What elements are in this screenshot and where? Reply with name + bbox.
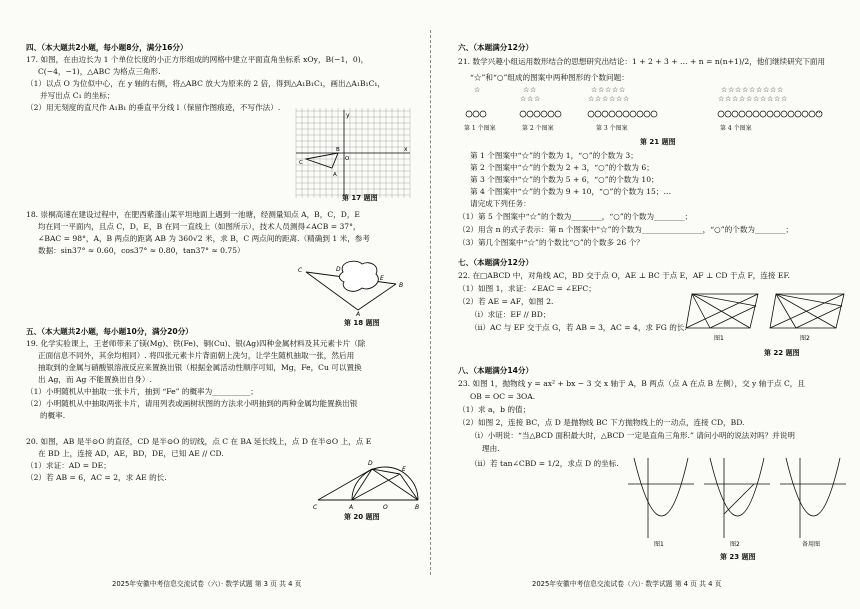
q19-line-1: 19. 化学实验课上，王老师带来了镁(Mg)、铁(Fe)、铜(Cu)、银(Ag)四种金属材料及其元素卡片（除 bbox=[26, 339, 366, 348]
figure-17-grid bbox=[296, 108, 412, 198]
circle-icon bbox=[781, 111, 787, 117]
circle-icon bbox=[795, 111, 801, 117]
fig21-cap-4: 第 4 个图案 bbox=[720, 125, 752, 132]
star-icon: ☆ bbox=[616, 95, 623, 103]
circle-icon bbox=[718, 111, 724, 117]
q22-line-1: 22. 在□ABCD 中，对角线 AC，BD 交于点 O，AE ⊥ BC 于点 E，AF ⊥ CD 于点 F，连接 EF. bbox=[458, 271, 790, 280]
section-8-heading: 八、（本题满分14分） bbox=[458, 366, 534, 375]
star-icon: ☆ bbox=[520, 95, 527, 103]
circle-icon bbox=[809, 111, 815, 117]
fig23-cap-3: 备用图 bbox=[802, 541, 821, 548]
circle-icon bbox=[520, 111, 526, 117]
star-icon: ☆ bbox=[595, 95, 602, 103]
star-icon: ☆ bbox=[725, 95, 732, 103]
star-icon: ☆ bbox=[742, 86, 749, 94]
q18-line-3: ∠BAC = 98°，A，B 两点的距离 AB 为 360√2 米，求 B，C 两点间的距离.（精确到 1 米，参考 bbox=[38, 234, 370, 243]
star-icon: ☆ bbox=[718, 95, 725, 103]
circle-icon bbox=[630, 111, 636, 117]
fig20-c-label: C bbox=[313, 504, 318, 511]
q23-line-7: （ii）若 tan∠CBD = 1/2，求点 D 的坐标. bbox=[470, 459, 619, 468]
q20-line-2: 在 BD 上，连接 AD，AE，BD，DE，已知 AE // CD. bbox=[38, 449, 224, 458]
circle-icon bbox=[623, 111, 629, 117]
q21-line-9: （2）用含 n 的式子表示：第 n 个图案中“☆”的个数为________________，“○”的个数为________； bbox=[458, 225, 793, 234]
circle-icon bbox=[760, 111, 766, 117]
circle-icon bbox=[466, 111, 472, 117]
circle-icon bbox=[548, 111, 554, 117]
star-icon: ☆ bbox=[728, 86, 735, 94]
q19-line-4: 出 Ag，而 Ag 不能置换出自身）. bbox=[38, 375, 152, 384]
q20-line-3: （1）求证：AD = DE； bbox=[26, 461, 111, 470]
fig18-e-label: E bbox=[380, 275, 384, 282]
star-icon: ☆ bbox=[732, 95, 739, 103]
q23-line-2: OB = OC = 3OA. bbox=[470, 392, 536, 401]
q23-line-6: 理由. bbox=[482, 444, 500, 453]
circle-icon bbox=[473, 111, 479, 117]
section-7-heading: 七、（本题满分12分） bbox=[458, 258, 534, 267]
star-icon: ☆ bbox=[623, 95, 630, 103]
star-icon: ☆ bbox=[602, 95, 609, 103]
figure-18-caption: 第 18 题图 bbox=[344, 319, 380, 327]
star-icon: ☆ bbox=[781, 95, 788, 103]
q21-line-6: 第 4 个图案中“☆”的个数为 9 + 10，“○”的个数为 15；… bbox=[470, 187, 672, 196]
star-icon: ☆ bbox=[735, 86, 742, 94]
star-icon: ☆ bbox=[474, 86, 481, 94]
q19-line-2: 正面信息不同外，其余均相同）. 将四张元素卡片背面朝上洗匀，让学生随机抽取一张，然后用 bbox=[38, 351, 355, 360]
q21-line-1: 21. 数学兴趣小组运用数形结合的思想研究出结论：1 + 2 + 3 + … + n = n(n+1)/2，他们继续研究下面用 bbox=[458, 57, 826, 66]
q19-line-7: 的概率. bbox=[40, 411, 66, 420]
star-icon: ☆ bbox=[777, 86, 784, 94]
circle-icon bbox=[616, 111, 622, 117]
circle-icon bbox=[767, 111, 773, 117]
circle-icon bbox=[725, 111, 731, 117]
q21-line-5: 第 3 个图案中“☆”的个数为 5 + 6，“○”的个数为 10； bbox=[470, 175, 659, 184]
circle-icon bbox=[746, 111, 752, 117]
star-icon: ☆ bbox=[530, 86, 537, 94]
fig17-b-label: B bbox=[336, 147, 340, 153]
q17-line-3: （1）以点 O 为位似中心，在 y 轴的右侧，将△ABC 放大为原来的 2 倍，得到△A₁B₁C₁，画出△A₁B₁C₁， bbox=[26, 79, 386, 88]
q21-line-8: （1）第 5 个图案中“☆”的个数为________，“○”的个数为________； bbox=[458, 212, 693, 221]
fig20-b-label: B bbox=[415, 504, 420, 511]
star-icon: ☆ bbox=[756, 86, 763, 94]
star-icon: ☆ bbox=[527, 95, 534, 103]
circle-icon bbox=[527, 111, 533, 117]
fig17-a-label: A bbox=[333, 172, 337, 178]
circle-icon bbox=[732, 111, 738, 117]
fig18-c-label: C bbox=[298, 267, 303, 274]
page-3-footer: 2025年安徽中考信息交流试卷（六）· 数学试题 第 3 页 共 4 页 bbox=[112, 580, 302, 588]
fig21-cap-1: 第 1 个图案 bbox=[464, 125, 496, 132]
figure-23-parabolas bbox=[626, 454, 856, 548]
fig22-cap-2: 图2 bbox=[800, 335, 810, 342]
fig18-b-label: B bbox=[399, 282, 404, 289]
q23-line-4: （2）如图 2，连接 BC，点 D 是抛物线 BC 下方抛物线上的一动点，连接 CD，BD. bbox=[458, 418, 745, 427]
circle-icon bbox=[753, 111, 759, 117]
circle-icon bbox=[541, 111, 547, 117]
fig17-y-label: y bbox=[346, 112, 350, 119]
circle-icon bbox=[588, 111, 594, 117]
fig20-e-label: E bbox=[402, 466, 406, 473]
star-icon: ☆ bbox=[767, 95, 774, 103]
star-icon: ☆ bbox=[591, 86, 598, 94]
fig23-cap-2: 图2 bbox=[730, 541, 740, 548]
figure-22-parallelograms bbox=[684, 288, 852, 348]
circle-icon bbox=[644, 111, 650, 117]
figure-21-patterns bbox=[456, 84, 826, 132]
circle-icon bbox=[774, 111, 780, 117]
figure-20-caption: 第 20 题图 bbox=[344, 513, 380, 521]
star-icon: ☆ bbox=[588, 95, 595, 103]
fig18-d-label: D bbox=[336, 266, 341, 273]
circle-icon bbox=[802, 111, 808, 117]
fig22-cap-1: 图1 bbox=[714, 335, 724, 342]
figure-23-caption: 第 23 题图 bbox=[720, 553, 756, 561]
fig18-a-label: A bbox=[356, 311, 361, 318]
q18-line-1: 18. 崇桐高速在建设过程中，在肥西紫蓬山某平坦地面上遇到一池塘，经测量知点 A，B，C，D，E bbox=[26, 210, 360, 219]
q20-line-4: （2）若 AB = 6，AC = 2，求 AE 的长. bbox=[26, 473, 167, 482]
q22-line-3: （2）若 AE = AF，如图 2. bbox=[458, 297, 554, 306]
star-icon: ☆ bbox=[523, 86, 530, 94]
section-4-heading: 四、（本大题共2小题，每小题8分，满分16分） bbox=[26, 43, 188, 52]
q18-line-4: 数据：sin37° ≈ 0.60，cos37° ≈ 0.80，tan37° ≈ 0.75） bbox=[38, 246, 245, 255]
q20-line-1: 20. 如图，AB 是半⊙O 的直径，CD 是半⊙O 的切线，点 C 在 BA 延长线上，点 D 在半⊙O 上，点 E bbox=[26, 437, 372, 446]
star-icon: ☆ bbox=[612, 86, 619, 94]
section-6-heading: 六、（本题满分12分） bbox=[458, 43, 534, 52]
q19-line-6: （2）小明随机从中抽取两张卡片，请用列表或画树状图的方法求小明抽到的两种金属均能置换出银 bbox=[26, 399, 358, 408]
star-icon: ☆ bbox=[609, 95, 616, 103]
q22-line-2: （1）如图 1，求证：∠EAC = ∠EFC； bbox=[458, 284, 596, 293]
star-icon: ☆ bbox=[746, 95, 753, 103]
star-icon: ☆ bbox=[763, 86, 770, 94]
circle-icon bbox=[480, 111, 486, 117]
fig21-cap-3: 第 3 个图案 bbox=[596, 125, 628, 132]
fig21-cap-2: 第 2 个图案 bbox=[522, 125, 554, 132]
star-icon: ☆ bbox=[534, 95, 541, 103]
fig17-o-label: O bbox=[345, 156, 350, 162]
q22-line-4: （i）求证：EF // BD； bbox=[470, 310, 551, 319]
circle-icon bbox=[739, 111, 745, 117]
star-icon: ☆ bbox=[739, 95, 746, 103]
star-icon: ☆ bbox=[753, 95, 760, 103]
section-5-heading: 五、（本大题共2小题，每小题10分，满分20分） bbox=[26, 327, 193, 336]
q17-line-5: （2）用无刻度的直尺作 A₁B₁ 的垂直平分线 l（保留作图痕迹，不写作法）. bbox=[26, 103, 281, 112]
page-4 bbox=[430, 0, 860, 609]
q23-line-5: （i）小明说：“当△BCD 面积最大时，△BCD 一定是直角三角形.” 请问小明的说法对吗？并说明 bbox=[470, 431, 795, 440]
star-icon: ☆ bbox=[770, 86, 777, 94]
q17-line-4: 并写出点 C₁ 的坐标； bbox=[40, 91, 115, 100]
fig23-cap-1: 图1 bbox=[654, 541, 664, 548]
circle-icon bbox=[595, 111, 601, 117]
q19-line-3: 抽取到的金属与硝酸银溶液反应来置换出银（根据金属活动性顺序可知，Mg，Fe，Cu 可以置换 bbox=[38, 363, 362, 372]
q21-line-10: （3）第几个图案中“☆”的个数比“○”的个数多 26 个？ bbox=[458, 238, 644, 247]
q17-line-2: C(−4，−1)，△ABC 为格点三角形. bbox=[38, 67, 161, 76]
circle-icon bbox=[534, 111, 540, 117]
page-4-footer: 2025年安徽中考信息交流试卷（六）· 数学试题 第 4 页 共 4 页 bbox=[532, 580, 722, 588]
circle-icon bbox=[788, 111, 794, 117]
figure-21-caption: 第 21 题图 bbox=[640, 138, 676, 146]
star-icon: ☆ bbox=[774, 95, 781, 103]
circle-icon bbox=[609, 111, 615, 117]
star-icon: ☆ bbox=[749, 86, 756, 94]
figure-20-semicircle bbox=[312, 452, 422, 512]
q21-line-2: “☆”和“○”组成的图案中两种图形的个数问题： bbox=[470, 73, 629, 82]
figure-17-caption: 第 17 题图 bbox=[342, 194, 378, 202]
fig17-c-label: C bbox=[299, 160, 303, 166]
circle-icon bbox=[602, 111, 608, 117]
star-icon: ☆ bbox=[760, 95, 767, 103]
q21-line-4: 第 2 个图案中“☆”的个数为 2 + 3，“○”的个数为 6； bbox=[470, 163, 654, 172]
fig20-o-label: O bbox=[383, 504, 388, 511]
star-icon: ☆ bbox=[721, 86, 728, 94]
figure-22-caption: 第 22 题图 bbox=[764, 349, 800, 357]
fig20-d-label: D bbox=[368, 460, 373, 467]
q21-line-3: 第 1 个图案中“☆”的个数为 1，“○”的个数为 3； bbox=[470, 151, 638, 160]
q22-line-5: （ii）AC 与 EF 交于点 G，若 AB = 3，AC = 4，求 FG 的长. bbox=[470, 323, 687, 332]
fig20-a-label: A bbox=[349, 504, 354, 511]
circle-icon bbox=[637, 111, 643, 117]
q23-line-1: 23. 如图 1，抛物线 y = ax² + bx − 3 交 x 轴于 A，B 两点（点 A 在点 B 左侧），交 y 轴于点 C，且 bbox=[458, 379, 805, 388]
circle-icon bbox=[651, 111, 657, 117]
star-icon: ☆ bbox=[605, 86, 612, 94]
fig21-ellipsis: … bbox=[816, 107, 823, 115]
circle-icon bbox=[555, 111, 561, 117]
q17-line-1: 17. 如图，在由边长为 1 个单位长度的小正方形组成的网格中建立平面直角坐标系 xOy，B(−1，0)， bbox=[26, 55, 369, 64]
q23-line-3: （1）求 a，b 的值； bbox=[458, 405, 531, 414]
figure-18-pond bbox=[298, 258, 408, 316]
q19-line-5: （1）小明随机从中抽取一张卡片，抽到 “Fe” 的概率为__________； bbox=[26, 387, 258, 396]
star-icon: ☆ bbox=[598, 86, 605, 94]
q21-line-7: 请完成下列任务： bbox=[470, 199, 531, 208]
q18-line-2: 均在同一平面内，且点 C，D，E，B 在同一直线上（如图所示），技术人员测得∠ACB = 37°， bbox=[38, 222, 361, 231]
star-icon: ☆ bbox=[619, 86, 626, 94]
fig17-x-label: x bbox=[404, 146, 408, 153]
